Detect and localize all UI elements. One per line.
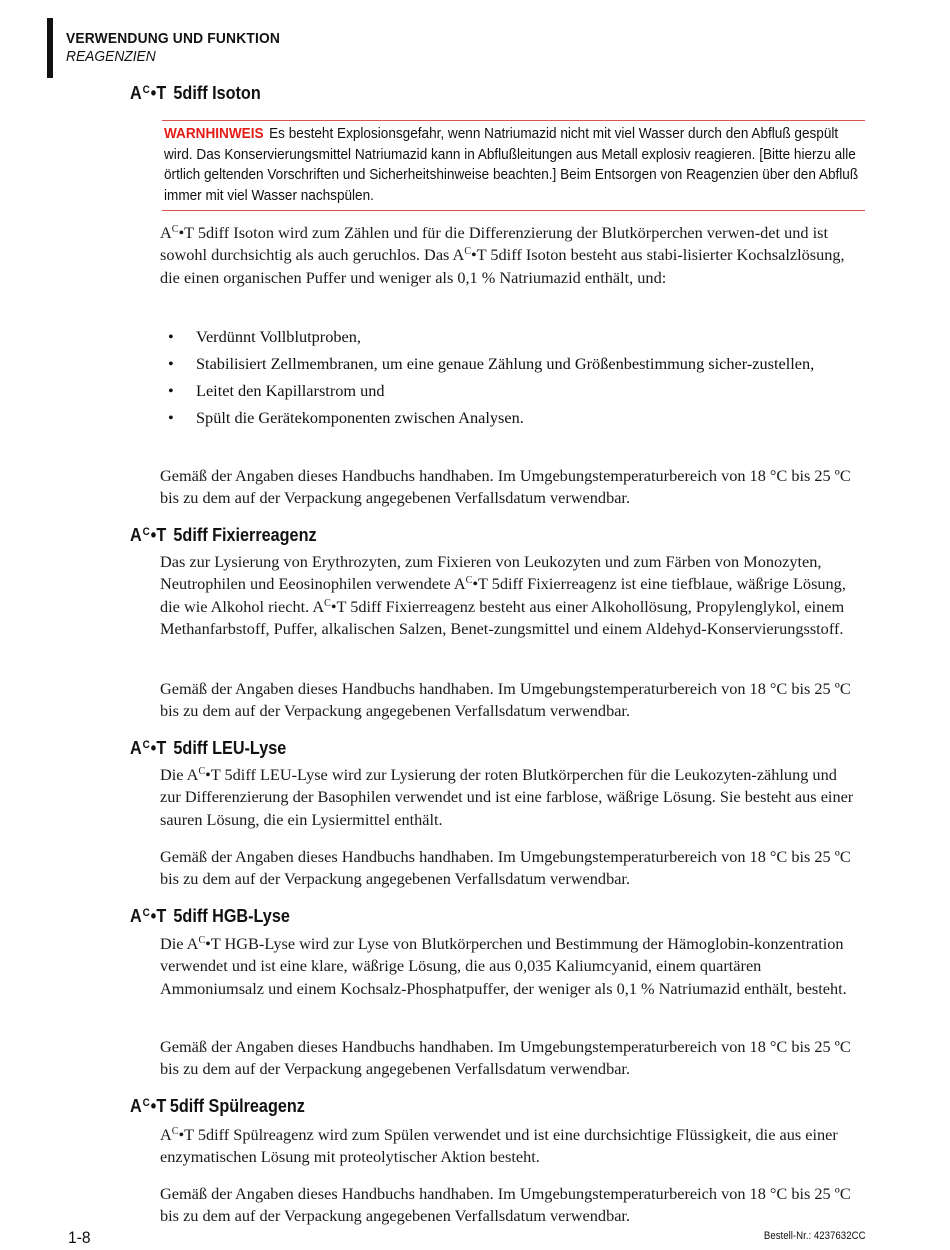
warning-text: Es besteht Explosionsgefahr, wenn Natriumazid nicht mit viel Wasser durch den Abfluß gespült wird. Das Konservierungsmittel Natriumazid kann in Abflußleitungen aus Metall explosiv reagieren. [Bitte hierzu alle örtlich geltenden Vorschriften und Sicherheitshinweise beachten.] Beim Entsorgen von Reagenzien über den Abfluß immer mit viel Wasser nachspülen.: [164, 126, 859, 204]
text-fragment: Die A: [160, 934, 199, 953]
list-item-text: Spült die Gerätekomponenten zwischen Analysen.: [196, 407, 524, 427]
heading-superscript: C: [142, 526, 150, 538]
superscript: C: [171, 224, 179, 235]
superscript: C: [198, 766, 206, 777]
list-item-text: Verdünnt Vollblutproben,: [196, 327, 361, 346]
heading-name: 5diff Fixierreagenz: [173, 525, 317, 545]
isoton-bullet-list: [168, 326, 860, 434]
heading-superscript: C: [142, 739, 150, 751]
heading-mark: •T: [150, 738, 167, 758]
page-number: 1-8: [68, 1228, 91, 1247]
bullet-icon: •: [168, 380, 174, 400]
list-item: [168, 407, 860, 429]
heading-prefix: A: [130, 906, 142, 926]
chapter-subtitle: REAGENZIEN: [66, 48, 156, 65]
section-heading-spuelreagenz: [130, 1096, 305, 1117]
bullet-icon: •: [168, 327, 174, 346]
superscript: C: [464, 246, 471, 258]
heading-superscript: C: [142, 907, 150, 919]
heading-mark: •T: [150, 906, 167, 926]
section-heading-leu-lyse: [130, 738, 286, 759]
heading-mark: •T: [150, 83, 167, 103]
leu-lyse-description: [160, 764, 860, 831]
section-heading-isoton: [130, 83, 261, 104]
fixierreagenz-handling: Gemäß der Angaben dieses Handbuchs handhaben. Im Umgebungstemperaturbereich von 18 °C bis 25 ºC bis zu dem auf der Verpackung angegebenen Verfallsdatum verwendbar.: [160, 679, 851, 721]
text-fragment: A: [160, 1125, 172, 1144]
list-item-text: Leitet den Kapillarstrom und: [196, 380, 385, 400]
chapter-marker-bar: [47, 18, 53, 78]
warning-label: WARNHINWEIS: [164, 126, 264, 142]
list-item: [168, 326, 860, 348]
leu-lyse-handling: Gemäß der Angaben dieses Handbuchs handhaben. Im Umgebungstemperaturbereich von 18 °C bis 25 ºC bis zu dem auf der Verpackung angegebenen Verfallsdatum verwendbar.: [160, 847, 851, 889]
text-fragment: •T 5diff Spülreagenz wird zum Spülen verwendet und ist eine durchsichtige Flüssigkeit, die aus einer enzymatischen Lösung mit proteolytischer Aktion besteht.: [160, 1125, 838, 1167]
text-fragment: •T HGB-Lyse wird zur Lyse von Blutkörperchen und Bestimmung der Hämoglobin-konzentration verwendet und ist eine klare, wäßrige Lösung, die aus 0,035 Kaliumcyanid, einem quartären Ammoniumsalz und einem Kochsalz-Phosphatpuffer, der weniger als 0,1 % Natriumazid enthält, besteht.: [160, 934, 847, 998]
superscript: C: [324, 597, 331, 609]
heading-name: 5diff Isoton: [173, 83, 261, 103]
text-fragment: Das zur Lysierung von Erythrozyten, zum Fixieren von Leukozyten und zum Färben von Monozyten, Neutrophilen und Eeosinophilen verwendete A: [160, 552, 822, 594]
warning-box: [162, 120, 865, 211]
superscript: C: [198, 935, 206, 946]
heading-mark: •T: [150, 525, 167, 545]
heading-superscript: C: [142, 1097, 150, 1109]
page-header: [66, 30, 299, 66]
text-fragment: •T 5diff Isoton wird zum Zählen und für die Differenzierung der Blutkörperchen verwen-det und ist sowohl durchsichtig als auch geruchlos. Das A: [160, 223, 828, 265]
hgb-lyse-handling: Gemäß der Angaben dieses Handbuchs handhaben. Im Umgebungstemperaturbereich von 18 °C bis 25 ºC bis zu dem auf der Verpackung angegebenen Verfallsdatum verwendbar.: [160, 1037, 851, 1079]
heading-prefix: A: [130, 525, 142, 545]
heading-name: 5diff Spülreagenz: [169, 1096, 305, 1116]
heading-name: 5diff HGB-Lyse: [173, 906, 290, 926]
bullet-icon: •: [168, 353, 174, 373]
spuelreagenz-description: [160, 1124, 860, 1169]
list-item: [168, 380, 860, 402]
isoton-description: [160, 222, 860, 289]
text-fragment: •T 5diff LEU-Lyse wird zur Lysierung der roten Blutkörperchen für die Leukozyten-zählung und zur Differenzierung der Basophilen verwendet und ist eine farblose, wäßrige Lösung. Sie besteht aus einer sauren Lösung, die ein Lysiermittel enthält.: [160, 765, 854, 829]
bullet-icon: •: [168, 407, 174, 427]
text-fragment: Die A: [160, 765, 199, 784]
text-fragment: •T 5diff Fixierreagenz ist eine tiefblaue, wäßrige Lösung, die wie Alkohol riecht. A: [160, 574, 846, 616]
hgb-lyse-description: [160, 933, 860, 1000]
section-heading-fixierreagenz: [130, 525, 317, 546]
fixierreagenz-description: [160, 551, 860, 641]
isoton-handling: Gemäß der Angaben dieses Handbuchs handhaben. Im Umgebungstemperaturbereich von 18 °C bis 25 ºC bis zu dem auf der Verpackung angegebenen Verfallsdatum verwendbar.: [160, 466, 851, 508]
list-item-text: Stabilisiert Zellmembranen, um eine genaue Zählung und Größenbestimmung sicher-zustellen,: [196, 353, 815, 373]
text-fragment: •T 5diff Fixierreagenz besteht aus einer Alkohollösung, Propylenglykol, einem Methanfarbstoff, Puffer, alkalischen Salzen, Benet-zungsmittel und einem Aldehyd-Konservierungsstoff.: [160, 596, 845, 639]
heading-mark: •T: [150, 1096, 167, 1116]
heading-prefix: A: [130, 1096, 142, 1116]
heading-superscript: C: [142, 84, 150, 96]
heading-name: 5diff LEU-Lyse: [173, 738, 287, 758]
spuelreagenz-handling: Gemäß der Angaben dieses Handbuchs handhaben. Im Umgebungstemperaturbereich von 18 °C bis 25 ºC bis zu dem auf der Verpackung angegebenen Verfallsdatum verwendbar.: [160, 1184, 851, 1226]
text-fragment: •T 5diff Isoton besteht aus stabi-lisierter Kochsalzlösung, die einen organischen Puffer und weniger als 0,1 % Natriumazid enthält, und:: [160, 245, 845, 287]
heading-prefix: A: [130, 83, 142, 103]
superscript: C: [171, 1126, 179, 1137]
section-heading-hgb-lyse: [130, 906, 290, 927]
chapter-title: VERWENDUNG UND FUNKTION: [66, 30, 281, 47]
heading-prefix: A: [130, 738, 142, 758]
text-fragment: A: [160, 223, 172, 242]
superscript: C: [465, 575, 473, 587]
order-number: Bestell-Nr.: 4237632CC: [764, 1230, 866, 1242]
list-item: [168, 353, 860, 375]
